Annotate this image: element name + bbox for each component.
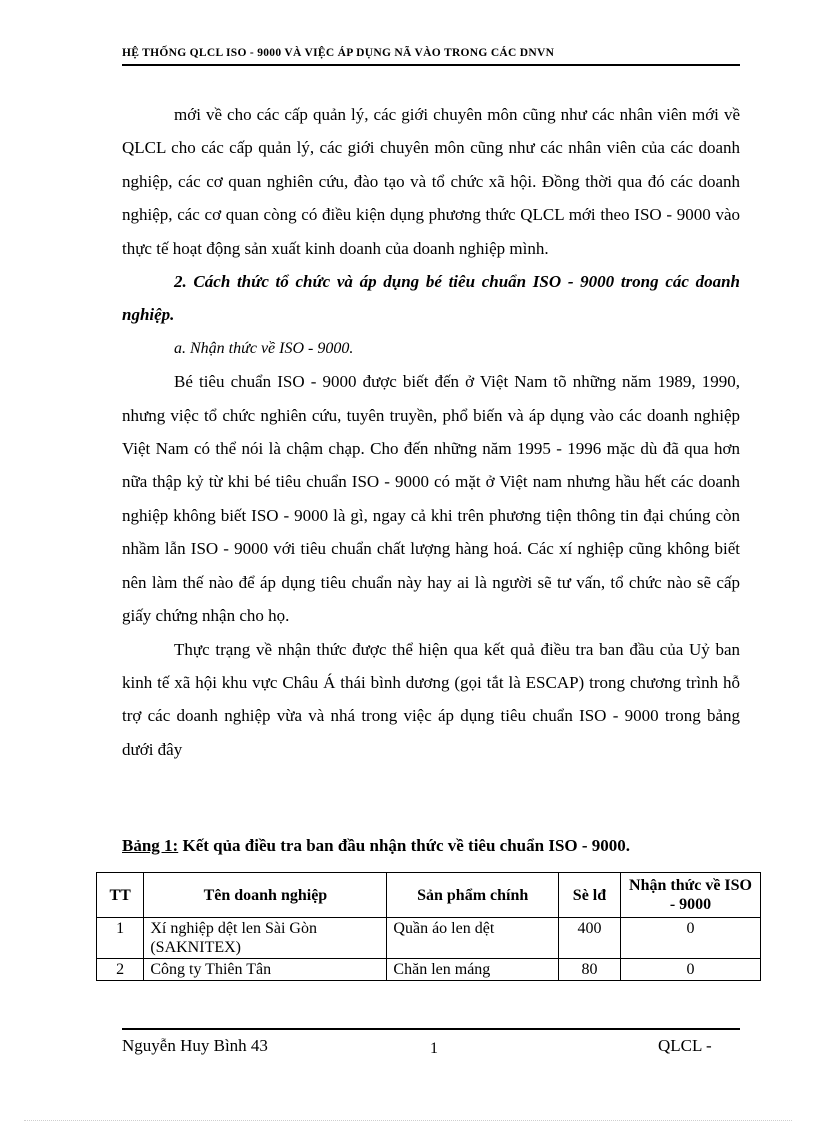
cell-awareness: 0 xyxy=(621,959,761,981)
cell-name: Công ty Thiên Tân xyxy=(144,959,387,981)
table-caption xyxy=(122,836,630,856)
header-employees: Sè lđ xyxy=(558,873,620,918)
page-number: 1 xyxy=(430,1040,438,1057)
page-edge-divider xyxy=(24,1120,792,1121)
paragraph-2: Bé tiêu chuẩn ISO - 9000 được biết đến ở Việt Nam tõ những năm 1989, 1990, nhưng việc tổ chức nghiên cứu, tuyên truyền, phổ biến và áp dụng vào các doanh nghiệp Việt Nam có thể nói là chậm chạp. Cho đến những năm 1995 - 1996 mặc dù đã qua hơn nữa thập kỷ từ khi bé tiêu chuẩn ISO - 9000 có mặt ở Việt nam nhưng hầu hết các doanh nghiệp không biết ISO - 9000 là gì, ngay cả khi trên phương tiện thông tin đại chúng còn nhầm lẫn ISO - 9000 với tiêu chuẩn chất lượng hàng hoá. Các xí nghiệp cũng không biết nên làm thế nào để áp dụng tiêu chuẩn này hay ai là người sẽ tư vấn, tổ chức nào sẽ cấp giấy chứng nhận cho họ. xyxy=(122,372,740,626)
header-product: Sản phẩm chính xyxy=(387,873,559,918)
header-name: Tên doanh nghiệp xyxy=(144,873,387,918)
header-tt: TT xyxy=(97,873,144,918)
footer-rule xyxy=(122,1028,740,1030)
body-text xyxy=(122,98,740,766)
header-awareness: Nhận thức về ISO - 9000 xyxy=(621,873,761,918)
table-caption-label: Bảng 1: xyxy=(122,836,179,855)
footer-author: Nguyễn Huy Bình 43 xyxy=(122,1036,268,1055)
survey-table xyxy=(96,872,761,981)
cell-product: Quần áo len dệt xyxy=(387,918,559,959)
table-caption-text: Kết qủa điều tra ban đầu nhận thức về tiêu chuẩn ISO - 9000. xyxy=(178,836,631,855)
cell-tt: 1 xyxy=(97,918,144,959)
table-row xyxy=(97,918,761,959)
footer-course: QLCL - xyxy=(658,1036,712,1055)
paragraph-1: mới về cho các cấp quản lý, các giới chuyên môn cũng như các nhân viên mới về QLCL cho các cấp quản lý, các giới chuyên môn cũng như các nhân viên của các doanh nghiệp, các cơ quan nghiên cứu, đào tạo và tổ chức xã hội. Đồng thời qua đó các doanh nghiệp, các cơ quan còng có điều kiện dụng phương thức QLCL mới theo ISO - 9000 vào thực tế hoạt động sản xuất kinh doanh của doanh nghiệp mình. xyxy=(122,105,740,258)
cell-product: Chăn len máng xyxy=(387,959,559,981)
cell-name: Xí nghiệp dệt len Sài Gòn (SAKNITEX) xyxy=(144,918,387,959)
cell-employees: 400 xyxy=(558,918,620,959)
paragraph-3: Thực trạng về nhận thức được thể hiện qua kết quả điều tra ban đầu của Uỷ ban kinh tế xã hội khu vực Châu Á thái bình dương (gọi tắt là ESCAP) trong chương trình hỗ trợ các doanh nghiệp vừa và nhá trong việc áp dụng tiêu chuẩn ISO - 9000 trong bảng dưới đây xyxy=(122,639,740,759)
cell-employees: 80 xyxy=(558,959,620,981)
section-title: 2. Cách thức tổ chức và áp dụng bé tiêu chuẩn ISO - 9000 trong các doanh nghiệp. xyxy=(122,272,740,325)
header-rule xyxy=(122,64,740,66)
cell-awareness: 0 xyxy=(621,918,761,959)
cell-tt: 2 xyxy=(97,959,144,981)
table-header-row xyxy=(97,873,761,918)
running-header: HỆ THỐNG QLCL ISO - 9000 VÀ VIỆC ÁP DỤNG NÃ VÀO TRONG CÁC DNVN xyxy=(122,47,555,59)
subsection-title: a. Nhận thức về ISO - 9000. xyxy=(174,339,354,357)
table-row xyxy=(97,959,761,981)
